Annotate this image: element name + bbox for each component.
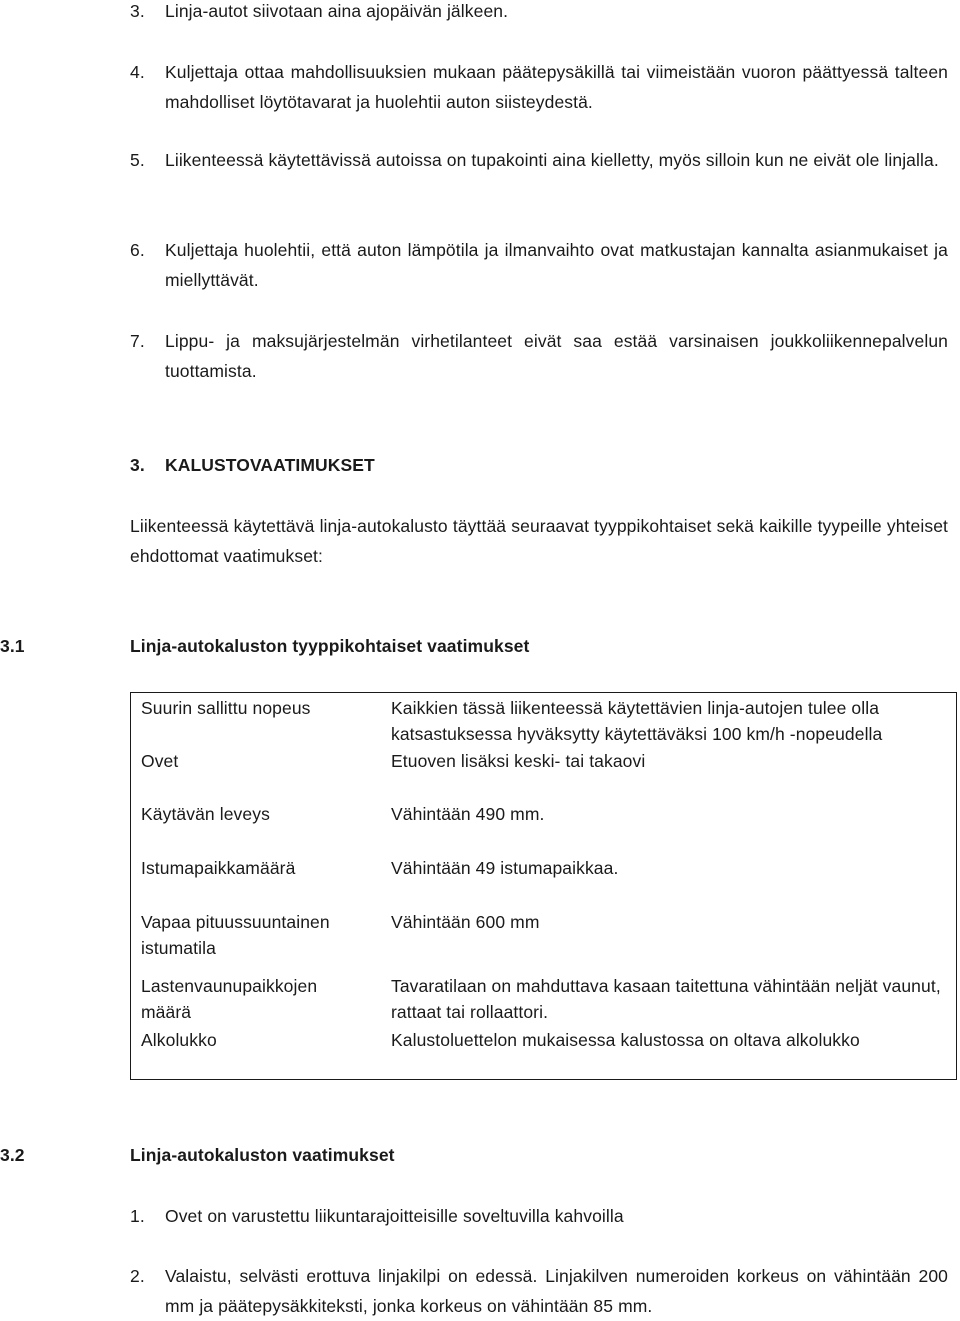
list-item [130,326,948,386]
list-item-text: Kuljettaja huolehtii, että auton lämpötila ja ilmanvaihto ovat matkustajan kannalta asianmukaiset ja miellyttävät. [165,240,948,290]
list-item [130,1201,948,1231]
list-item-text: Ovet on varustettu liikuntarajoitteisille soveltuvilla kahvoilla [165,1206,624,1226]
spec-label: Vapaa pituussuuntainen istumatila [141,912,330,958]
spec-value: Vähintään 49 istumapaikkaa. [391,858,619,878]
list-item-number: 6. [130,240,145,260]
subsection-title: Linja-autokaluston vaatimukset [130,1145,395,1165]
spec-value: Kaikkien tässä liikenteessä käytettävien linja-autojen tulee olla katsastuksessa hyväksytty käytettäväksi 100 km/h -nopeudella [391,698,883,744]
subsection-number: 3.2 [0,1145,25,1165]
spec-label: Käytävän leveys [141,804,270,824]
spec-value: Kalustoluettelon mukaisessa kalustossa on oltava alkolukko [391,1030,860,1050]
spec-label: Ovet [141,751,179,771]
spec-value: Tavaratilaan on mahduttava kasaan taitettuna vähintään neljät vaunut, rattaat tai rollaattori. [391,976,941,1022]
spec-label: Lastenvaunupaikkojen määrä [141,976,318,1022]
spec-label: Alkolukko [141,1030,217,1050]
list-item-number: 5. [130,150,145,170]
list-item [130,145,948,175]
spec-label: Istumapaikkamäärä [141,858,296,878]
list-item-number: 7. [130,331,145,351]
list-item-text: Linja-autot siivotaan aina ajopäivän jälkeen. [165,1,509,21]
list-item [130,0,948,26]
section-intro: Liikenteessä käytettävä linja-autokalusto täyttää seuraavat tyyppikohtaiset sekä kaikille tyypeille yhteiset ehdottomat vaatimukset: [130,516,948,566]
spec-value: Etuoven lisäksi keski- tai takaovi [391,751,646,771]
spec-table [130,692,957,1080]
list-item [130,57,948,117]
list-item [130,235,948,295]
list-item-text: Lippu- ja maksujärjestelmän virhetilanteet eivät saa estää varsinaisen joukkoliikennepalvelun tuottamista. [165,331,948,381]
section-number: 3. [130,455,145,475]
list-item-number: 4. [130,62,145,82]
list-item-number: 3. [130,1,145,21]
list-item-number: 1. [130,1206,145,1226]
list-item-text: Valaistu, selvästi erottuva linjakilpi on edessä. Linjakilven numeroiden korkeus on vähintään 200 mm ja päätepysäkkiteksti, jonka korkeus on vähintään 85 mm. [165,1266,948,1316]
subsection-number: 3.1 [0,636,25,656]
section-title: KALUSTOVAATIMUKSET [165,455,375,475]
spec-value: Vähintään 600 mm [391,912,540,932]
subsection-title: Linja-autokaluston tyyppikohtaiset vaatimukset [130,636,530,656]
list-item-number: 2. [130,1266,145,1286]
list-item-text: Liikenteessä käytettävissä autoissa on tupakointi aina kielletty, myös silloin kun ne eivät ole linjalla. [165,150,939,170]
list-item-text: Kuljettaja ottaa mahdollisuuksien mukaan päätepysäkillä tai viimeistään vuoron päättyessä talteen mahdolliset löytötavarat ja huolehtii auton siisteydestä. [165,62,948,112]
spec-value: Vähintään 490 mm. [391,804,545,824]
list-item [130,1261,948,1321]
spec-label: Suurin sallittu nopeus [141,698,311,718]
